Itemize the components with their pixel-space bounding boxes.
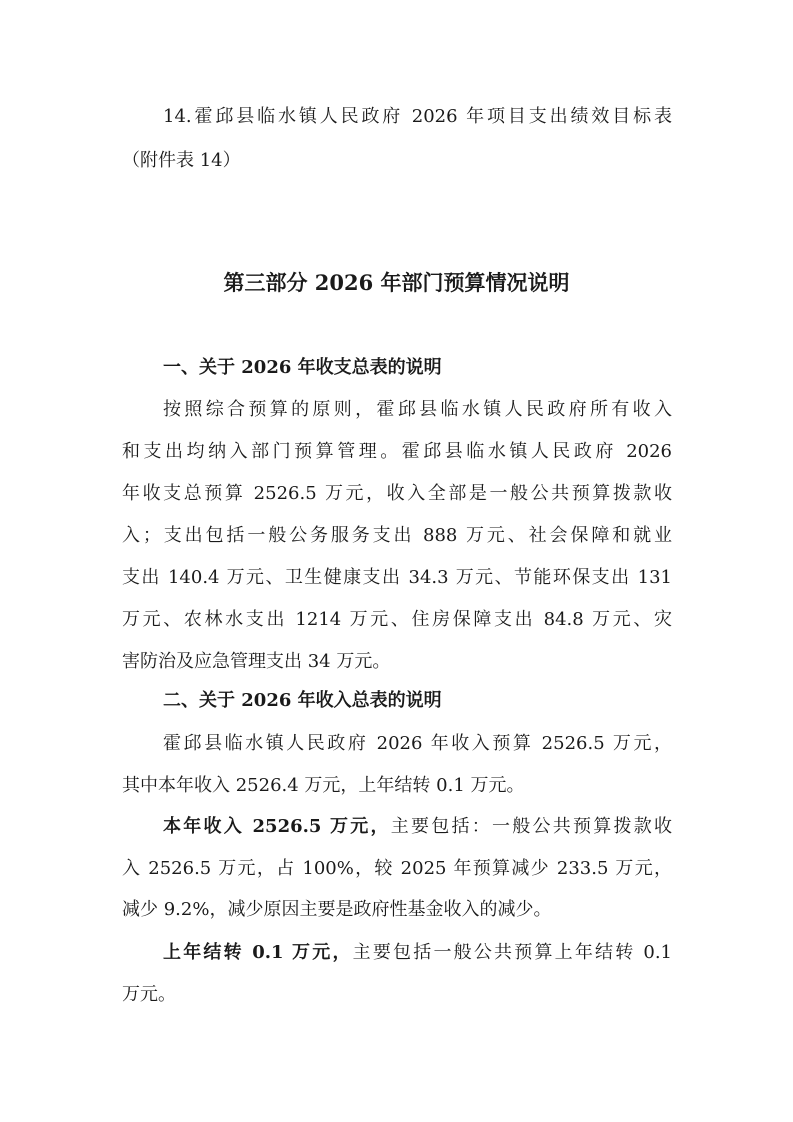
section-1-para-line: 万元、农林水支出 1214 万元、住房保障支出 84.8 万元、灾: [122, 609, 672, 630]
section-2-para-3-lead: 上年结转 0.1 万元，: [163, 942, 353, 963]
annex-item-line-2: （附件表 14）: [122, 150, 241, 171]
section-1-para-line: 支出 140.4 万元、卫生健康支出 34.3 万元、节能环保支出 131: [122, 567, 672, 588]
section-1-para-line: 按照综合预算的原则，霍邱县临水镇人民政府所有收入: [163, 399, 672, 420]
section-2-para-1-line: 其中本年收入 2526.4 万元，上年结转 0.1 万元。: [122, 775, 525, 796]
section-1-para-line: 年收支总预算 2526.5 万元，收入全部是一般公共预算拨款收: [122, 483, 672, 504]
section-2-para-3-line-1: [163, 941, 672, 965]
section-2-para-3-rest: 主要包括一般公共预算上年结转 0.1: [352, 942, 672, 963]
section-2-para-2-rest: 主要包括：一般公共预算拨款收: [390, 816, 672, 837]
section-2-para-3-line-2: 万元。: [122, 984, 176, 1005]
section-2-para-1-line: 霍邱县临水镇人民政府 2026 年收入预算 2526.5 万元，: [163, 733, 672, 754]
section-2-para-2-line-2: 入 2526.5 万元，占 100%，较 2025 年预算减少 233.5 万元，: [122, 858, 672, 879]
section-1-para-line: 害防治及应急管理支出 34 万元。: [122, 651, 391, 672]
section-2-para-2-lead: 本年收入 2526.5 万元，: [163, 816, 391, 837]
section-1-para-line: 和支出均纳入部门预算管理。霍邱县临水镇人民政府 2026: [122, 441, 672, 462]
section-1-para-line: 入；支出包括一般公务服务支出 888 万元、社会保障和就业: [122, 525, 672, 546]
section-2-para-2-line-1: [163, 815, 672, 839]
annex-item-line-1: 14.霍邱县临水镇人民政府 2026 年项目支出绩效目标表: [163, 106, 672, 127]
section-1-heading: 一、关于 2026 年收支总表的说明: [163, 357, 442, 378]
section-2-para-2-line-3: 减少 9.2%，减少原因主要是政府性基金收入的减少。: [122, 899, 552, 920]
section-2-heading: 二、关于 2026 年收入总表的说明: [163, 690, 442, 711]
part-title: 第三部分 2026 年部门预算情况说明: [223, 270, 570, 295]
